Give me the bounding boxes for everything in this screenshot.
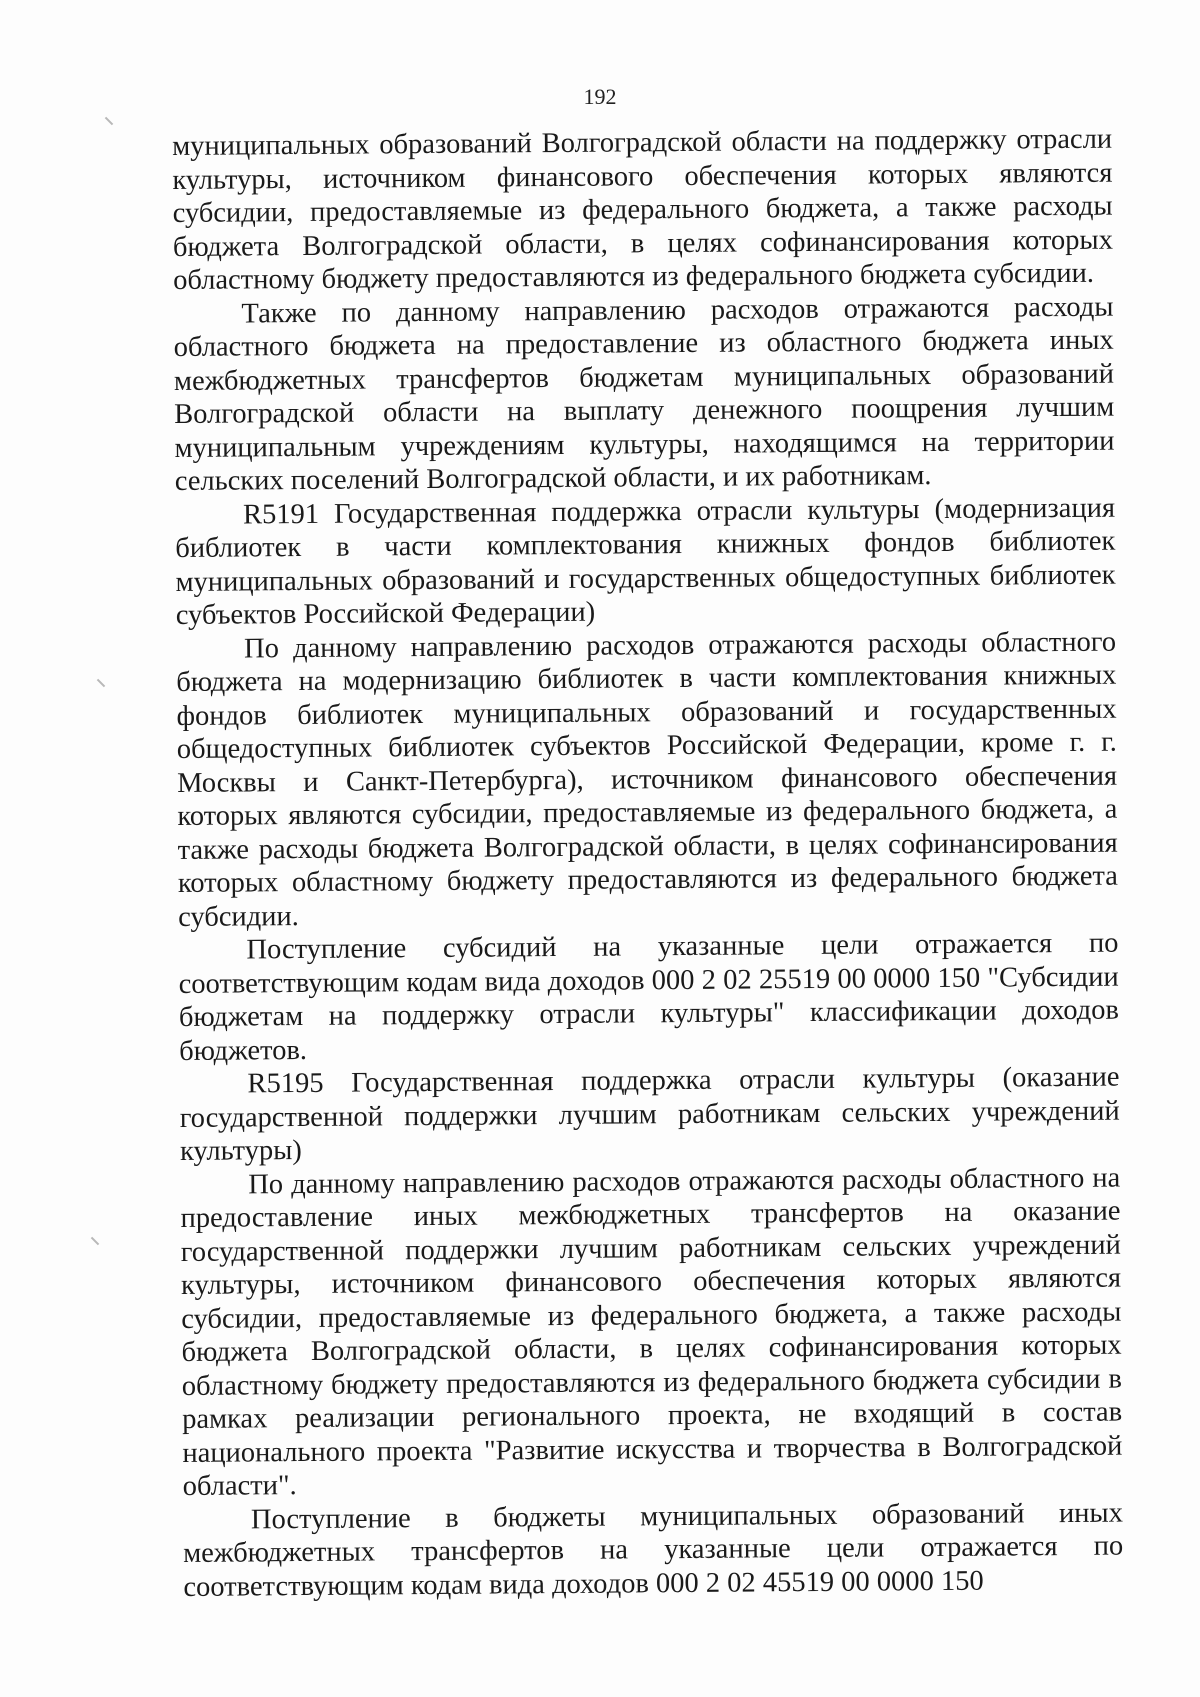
paragraph-code-r5191: R5191 Государственная поддержка отрасли культуры (модернизация библиотек в части комплектования книжных фондов библиотек муниципальных образований и государственных общедоступных библиотек субъектов Российской Федерации) (175, 492, 1116, 631)
scan-speck (105, 117, 113, 125)
paragraph-r5195-description: По данному направлению расходов отражаются расходы областного на предоставление иных межбюджетных трансфертов на оказание государственной поддержки лучшим работникам сельских учреждений культуры, источником финансового обеспечения которых являются субсидии, предоставляемые из федерального бюджета, а также расходы бюджета Волгоградской области, в целях софинансирования которых областному бюджету предоставляются из федерального бюджета субсидии в рамках реализации регионального проекта, не входящий в состав национального проекта "Развитие искусства и творчества в Волгоградской области". (180, 1162, 1123, 1502)
paragraph-code-r5195: R5195 Государственная поддержка отрасли культуры (оказание государственной поддержки лучшим работникам сельских учреждений культуры) (179, 1061, 1120, 1167)
page-number: 192 (583, 84, 617, 109)
paragraph-also-expenses: Также по данному направлению расходов отражаются расходы областного бюджета на предоставление из областного бюджета иных межбюджетных трансфертов бюджетам муниципальных образований Волгоградской области на выплату денежного поощрения лучшим муниципальным учреждениям культуры, находящимся на территории сельских поселений Волгоградской области, и их работникам. (173, 291, 1115, 497)
paragraph-r5191-description: По данному направлению расходов отражаются расходы областного бюджета на модернизацию библиотек в части комплектования книжных фондов библиотек муниципальных образований и государственных общедоступных библиотек субъектов Российской Федерации, кроме г. г. Москвы и Санкт-Петербурга), источником финансового обеспечения которых являются субсидии, предоставляемые из федерального бюджета, а также расходы бюджета Волгоградской области, в целях софинансирования которых областному бюджету предоставляются из федерального бюджета субсидии. (176, 626, 1119, 933)
paragraph-continuation: муниципальных образований Волгоградской области на поддержку отрасли культуры, источником финансового обеспечения которых являются субсидии, предоставляемые из федерального бюджета, а также расходы бюджета Волгоградской области, в целях софинансирования которых областному бюджету предоставляются из федерального бюджета субсидии. (172, 123, 1114, 296)
scan-speck (97, 679, 105, 687)
scan-speck (91, 1237, 99, 1245)
document-body (172, 123, 1124, 1604)
paragraph-r5191-revenue: Поступление субсидий на указанные цели отражается по соответствующим кодам вида доходов 000 2 02 25519 00 0000 150 "Субсидии бюджетам на поддержку отрасли культуры" классификации доходов бюджетов. (178, 927, 1120, 1067)
paragraph-r5195-revenue: Поступление в бюджеты муниципальных образований иных межбюджетных трансфертов на указанные цели отражается по соответствующим кодам вида доходов 000 2 02 45519 00 0000 150 (183, 1497, 1124, 1603)
